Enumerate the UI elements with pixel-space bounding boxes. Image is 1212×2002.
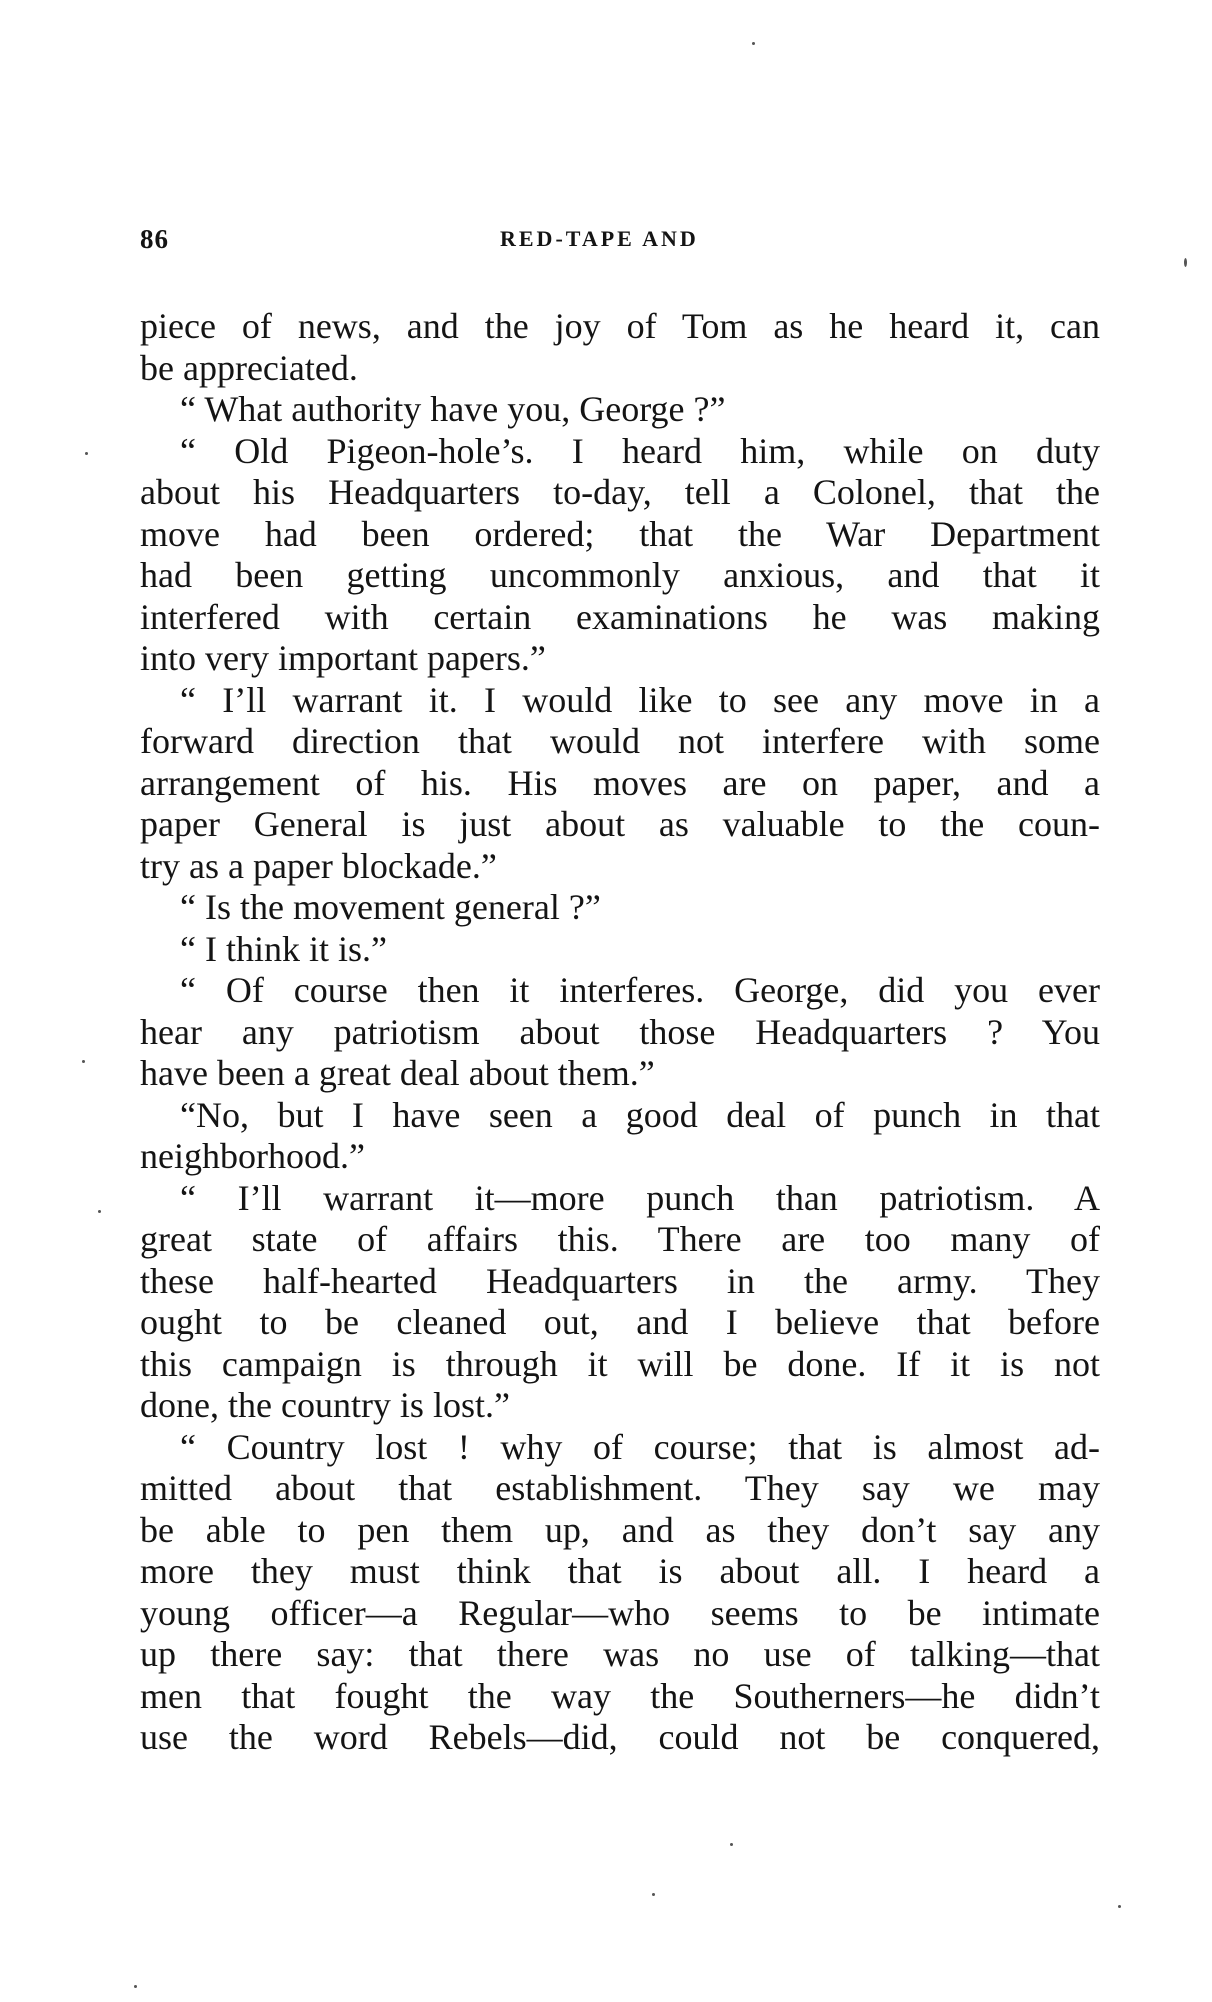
text-line: arrangement of his. His moves are on paper, and a xyxy=(140,762,1100,803)
text-line: mitted about that establishment. They say we may xyxy=(140,1468,1100,1508)
scan-speck xyxy=(752,42,755,45)
text-line: be able to pen them up, and as they don’t say any xyxy=(140,1509,1100,1550)
running-head: RED-TAPE AND xyxy=(500,226,699,251)
text-line: great state of affairs this. There are too many of xyxy=(140,1219,1100,1259)
scan-speck xyxy=(134,1985,137,1988)
text-line: up there say: that there was no use of talking—that xyxy=(140,1634,1100,1674)
text-line: “No, but I have seen a good deal of punch in that xyxy=(180,1094,1100,1135)
scan-speck xyxy=(82,1060,85,1063)
scan-speck xyxy=(652,1893,655,1896)
text-line: use the word Rebels—did, could not be conquered, xyxy=(140,1717,1100,1757)
text-line: “ Of course then it interferes. George, did you ever xyxy=(180,970,1100,1010)
text-line: “ I think it is.” xyxy=(180,928,387,969)
text-line: had been getting uncommonly anxious, and that it xyxy=(140,555,1100,595)
text-line: piece of news, and the joy of Tom as he heard it, can xyxy=(140,306,1100,346)
scan-speck xyxy=(1118,1905,1121,1908)
text-line: “ What authority have you, George ?” xyxy=(180,389,726,429)
page-header xyxy=(140,224,1100,264)
scan-speck xyxy=(730,1843,733,1846)
scan-speck xyxy=(98,1210,101,1213)
text-line: men that fought the way the Southerners—he didn’t xyxy=(140,1675,1100,1716)
text-line: interfered with certain examinations he was making xyxy=(140,596,1100,637)
text-line: try as a paper blockade.” xyxy=(140,845,497,886)
text-line: done, the country is lost.” xyxy=(140,1385,510,1425)
text-line: “ Is the movement general ?” xyxy=(180,887,601,927)
text-line: be appreciated. xyxy=(140,347,358,388)
text-line: into very important papers.” xyxy=(140,638,546,678)
scan-speck xyxy=(85,452,88,455)
page-number: 86 xyxy=(140,224,169,254)
text-line: move had been ordered; that the War Department xyxy=(140,513,1100,554)
text-line: “ I’ll warrant it. I would like to see any move in a xyxy=(180,679,1100,720)
text-line: hear any patriotism about those Headquarters ? You xyxy=(140,1011,1100,1052)
text-line: have been a great deal about them.” xyxy=(140,1053,655,1093)
text-line: paper General is just about as valuable to the coun- xyxy=(140,804,1100,844)
text-line: young officer—a Regular—who seems to be intimate xyxy=(140,1592,1100,1633)
text-line: “ Country lost ! why of course; that is almost ad- xyxy=(180,1426,1100,1467)
text-line: these half-hearted Headquarters in the army. They xyxy=(140,1260,1100,1301)
body-text xyxy=(140,306,1100,1759)
text-line: “ I’ll warrant it—more punch than patriotism. A xyxy=(180,1177,1100,1218)
text-line: forward direction that would not interfere with some xyxy=(140,721,1100,761)
scan-speck xyxy=(1184,258,1187,267)
text-line: this campaign is through it will be done. If it is not xyxy=(140,1343,1100,1384)
text-line: neighborhood.” xyxy=(140,1136,365,1176)
text-line: about his Headquarters to-day, tell a Colonel, that the xyxy=(140,472,1100,512)
text-line: “ Old Pigeon-hole’s. I heard him, while on duty xyxy=(180,430,1100,471)
text-line: ought to be cleaned out, and I believe that before xyxy=(140,1302,1100,1342)
text-line: more they must think that is about all. I heard a xyxy=(140,1551,1100,1591)
